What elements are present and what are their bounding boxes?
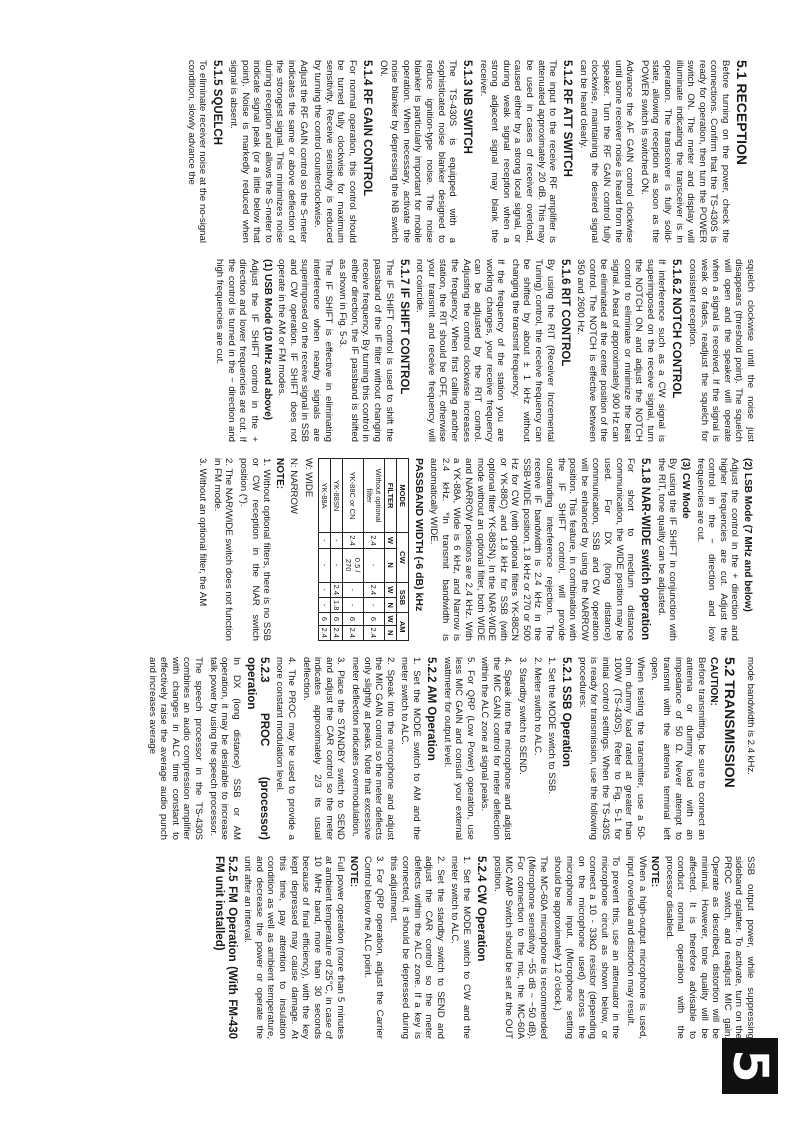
section-heading-ssb-operation: 5.2.1 SSB Operation (560, 657, 573, 767)
caution-heading: CAUTION: (708, 657, 720, 706)
step: 4. Speak into the microphone and adjust the MIC GAIN control for meter deflection within the ALC zone at signal peaks. (479, 657, 514, 840)
table-row (363, 459, 384, 641)
table-cell: 6 (342, 613, 363, 625)
paragraph: Advance the AF GAIN control clockwise until some receiver noise is heard from the speaker. Turn the RF GAIN control fully clockwise, maintaining the desired signal can be heard clearly. (577, 60, 636, 243)
table-cell: - (318, 548, 330, 582)
paragraph: Adjust the control in the + direction and higher frequencies are cut. Adjust the control in the − direction and low frequencies are cut. (694, 458, 741, 641)
section-heading-proc-operation: 5.2.3 PROC (processor) operation (244, 657, 270, 840)
step: 1. Set the MODE switch to AM and the meter switch to ALC. (399, 657, 422, 840)
table-cell: - (318, 598, 330, 613)
step: 2. Speak into the microphone and adjust the MIC GAIN control so the meter deflects only slightly at peaks. Note that excessive meter deflection indicates overmodulation. (349, 657, 396, 840)
table-header-cell: SSB (396, 582, 408, 613)
table-caption: PASSBAND WIDTH (-6 dB) kHz (412, 458, 425, 612)
table-cell: YK-88C or CN (342, 459, 363, 533)
table-cell: - (330, 533, 342, 548)
passband-width-table (318, 458, 409, 641)
section-heading-reception: 5.1 RECEPTION (734, 60, 750, 166)
step: 2. Set the standby switch to SEND and adjust the CAR control so the meter deflects within the ALC zone. If a key is connected, it should be depressed during this adjustment. (388, 856, 446, 1039)
table-cell: YK-88A (318, 459, 330, 533)
table-cell: 6 (363, 613, 384, 625)
table-cell: 2.4 (330, 625, 342, 640)
step: 2. Meter switch to ALC. (531, 657, 543, 756)
column-4 (36, 657, 756, 840)
paragraph: The input to the receive RF amplifier is attenuated approximately 20 dB. This may be used in cases of receiver overload, caused either by a strong local signal, or during weak signal reception when a strong adjacent signal may blank the receiver. (477, 60, 559, 243)
table-cell: 2.4 (363, 582, 384, 597)
table-cell: 6 (330, 613, 342, 625)
paragraph: To eliminate receiver noise at the no-signal condition, slowly advance the (185, 60, 209, 243)
table-cell: - (363, 548, 384, 582)
column-5 (36, 856, 756, 1039)
table-legend: N: NARROW (288, 458, 300, 514)
paragraph: In DX (long distance) SSB or AM operation, it may be desirable to increase talk power by using the speech processor. (207, 657, 242, 840)
step: 4. The PROC may be used to provide a more constant modulation level. (274, 657, 297, 840)
table-header-cell: AM (396, 613, 408, 641)
paragraph: For short to medium distance communication, the WIDE position may be used. For DX (long distance) communication, SSB and CW operation will be enhanced by using the NARROW position. This feature, in combination with the IF SHIFT control, will provide outstanding interference rejection. The receive IF bandwidth is 2.4 kHz in the SSB-WIDE position, 1.8 kHz or 270 or 500 Hz for CW (with optional filters YK-88CN or YK-88C) and 1.8 kHz for SSB (with optional filter YK-88SN). In the NAR-WIDE mode without an optional filter, both WIDE and NARROW positions are 2.4 kHz. With a YK-88A, Wide is 6 kHz, and Narrow is 2.4 kHz. *In transmit bandwidth is automatically WIDE. (428, 458, 637, 641)
section-heading-squelch: 5.1.5 SQUELCH (211, 60, 224, 145)
paragraph: To prevent this, use an attenuator in the microphone circuit as shown below, or connect a 10 - 33kΩ resistor (depending on the microphone used) across the microphone input. (Microphone setting should be approximately 12 o'clock.) (552, 856, 622, 1039)
table-cell: 1.8 (330, 598, 342, 613)
paragraph: The IF SHIFT is effective in eliminating interference when nearby signals are superimposed on the receive signal in SSB and CW operation. IF SHIFT does not operate in the AM or FM modes. (276, 259, 334, 442)
paragraph: Adjust the IF SHIFT control in the + direction and lower frequencies are cut. If the control is turned in the − direction and high frequencies are cut. (214, 259, 261, 442)
table-cell: - (363, 598, 384, 613)
table-header-cell: W (384, 533, 396, 548)
table-cell: 2.4 (330, 582, 342, 597)
table-header-cell: FILTER (384, 459, 396, 533)
note-item: 1. Without optional filters, there is no SSB or CW reception in the NAR switch position (*). (238, 458, 273, 641)
note-item: 3. Without an optional filter, the AM (197, 458, 209, 607)
table-legend: W: WIDE (302, 458, 314, 498)
table-cell: 6 (318, 613, 330, 625)
chapter-mark: 5 (722, 1038, 778, 1094)
note-item: 2. The NAR/WIDE switch does not function in FM mode. (211, 458, 235, 641)
paragraph: The IF SHIFT control is used to shift the passband of the IF filter without changing receive frequency. By turning this control in either direction, the IF passband is shifted as shown in Fig. 5-3. (337, 259, 395, 442)
table-header-cell: N (384, 598, 396, 613)
section-heading-am-operation: 5.2.2 AM Operation (424, 657, 437, 761)
table-cell: 2.4 (318, 625, 330, 640)
note-heading: NOTE: (649, 856, 661, 888)
table-row (384, 459, 396, 641)
table-cell: - (342, 598, 363, 613)
paragraph: Full power operation (more than 5 minutes at ambient temperature of 25°C, in case of 10 MHz band, more than 30 seconds because of final efficiency), with the key kept depressed may cause damage. At this time, pay attention to insulation condition as well as ambient temperature, and decrease the power or operate the unit after an interval. (242, 856, 346, 1039)
table-cell: 2.4 (363, 625, 384, 640)
paragraph: Adjust the RF GAIN control so the S-meter indicates the same or above deflection of the strongest signal. This minimizes noise during reception and allows the S-meter to indicate signal peak (or a little below that point). Noise is markedly reduced when signal is absent. (228, 60, 309, 243)
column-1 (36, 60, 756, 243)
paragraph: If interference such as a CW signal is superimposed on the receive signal, turn the NOTCH ON and adjust the NOTCH control to eliminate or minimize the beat signal. A beat of approximately 900 Hz can be eliminated at the center position of the control. The NOTCH is effective between 350 and 2600 Hz. (575, 259, 668, 442)
step: 3. Standby switch to SEND. (517, 657, 529, 775)
step: 3. For QRP operation, adjust the Carrier Control below the ALC point. (362, 856, 385, 1039)
table-cell: - (318, 582, 330, 597)
manual-text-columns (36, 60, 756, 1040)
table-row (396, 459, 408, 641)
table-cell: - (330, 548, 342, 582)
subheading-lsb-mode: (2) LSB Mode (7 MHz and below) (742, 458, 753, 612)
step: 5. For QRP (Low Power) operation, use less MIC GAIN and consult your external wattmeter for output level. (441, 657, 476, 840)
section-heading-rf-gain: 5.1.4 RF GAIN CONTROL (360, 60, 373, 197)
table-header-cell: N (384, 548, 396, 582)
step: 1. Set the MODE switch to CW and the meter switch to ALC. (449, 856, 472, 1039)
section-heading-nar-wide: 5.1.8 NAR-WIDE switch operation (639, 458, 652, 641)
table-cell: Without optional filter (363, 459, 384, 533)
section-heading-notch: 5.1.6.2 NOTCH CONTROL (670, 259, 683, 399)
paragraph: When a high-output microphone is used, input overload and distortion may result. (625, 856, 648, 1039)
section-heading-rit: 5.1.6 RIT CONTROL (558, 259, 571, 367)
table-row (342, 459, 363, 641)
column-2 (36, 259, 756, 442)
table-cell: 2.4 (363, 533, 384, 548)
table-header-cell: N (384, 625, 396, 640)
subheading-usb-mode: (1) USB Mode (10 MHz and above) (261, 259, 273, 421)
paragraph: The MC-60A microphone is recommended (Microphone sensitivity −55 dB ~ −50 dB). For connection to the mic, the MC-60A MIC AMP Switch should be set at the OUT position. (491, 856, 549, 1039)
paragraph: By using the IF SHIFT in conjunction with the RIT, tone quality can be adjusted. (655, 458, 679, 641)
table-cell: - (318, 533, 330, 548)
table-cell: YK-88SN (330, 459, 342, 533)
section-heading-cw-operation: 5.2.4 CW Operation (474, 856, 487, 962)
note-heading: NOTE: (273, 458, 285, 490)
section-heading-rf-att: 5.1.2 RF ATT SWITCH (561, 60, 574, 177)
table-cell: 2.4 (342, 625, 363, 640)
table-header-cell: W (384, 613, 396, 625)
subheading-cw-mode: (3) CW Mode (680, 458, 692, 519)
paragraph: By using the RIT (Receiver Incremental Tuning) control, the receive frequency can be shifted by about ± 1 kHz without changing the transmit frequency. (509, 259, 556, 442)
paragraph: If the frequency of the station you are working changes, your receive frequency can be adjusted by the RIT control. Adjusting the control clockwise increases the frequency. When first calling another station, the RIT should be OFF, otherwise your transmit and receive frequency will not coincide. (414, 259, 507, 442)
step: 1. Set the MODE switch to SSB. (546, 657, 558, 795)
paragraph: When testing the transmitter, use a 50-ohm dummy load rated at greater than 100W (TS-430S). Refer to Fig. 5-1 for initial control settings. When the TS-430S is ready for transmission, use the following procedures: (576, 657, 646, 840)
section-heading-transmission: 5.2 TRANSMISSION (722, 657, 739, 788)
note-heading: NOTE: (347, 856, 359, 888)
paragraph: The speech processor in the TS-430S combines an audio compression amplifier with changes in ALC time constant to effectively raise the average audio punch and increases average (146, 657, 205, 840)
paragraph: mode bandwidth is 2.4 kHz. (745, 657, 756, 775)
column-3 (36, 458, 756, 641)
table-cell: 2.4 (342, 533, 363, 548)
table-header-cell: W (384, 582, 396, 597)
section-heading-if-shift: 5.1.7 IF SHIFT CONTROL (397, 259, 410, 395)
paragraph: squelch clockwise until the noise just disappears (threshold point). The squelch will open and the speaker will operate when a signal is received. If the signal is weak or fades, readjust the squelch for consistent reception. (687, 259, 756, 442)
paragraph: SSB output power, while suppressing sideband splatter. To activate, turn on the PROC switch, and readjust MIC gain. Operate as described, distortion will be minimal. However, tone quality will be affected. It is therefore advisable to conduct normal operation with the processor disabled. (663, 856, 756, 1039)
paragraph: The TS-430S is equipped with a sophisticated noise blanker designed to reduce ignition-type noise. The noise blanker is particularly important for mobile operation. When necessary, activate the noise blanker by depressing the NB switch ON. (377, 60, 459, 243)
paragraph: Before transmitting, be sure to connect an antenna or dummy load with an impedance of 50 Ω. Never attempt to transmit with the antenna terminal left open. (649, 657, 707, 840)
paragraph: For normal operation, this control should be turned fully clockwise for maximum sensitivity. Receive sensitivity is reduced by turning the control counterclockwise. (312, 60, 358, 243)
table-row (318, 459, 330, 641)
section-heading-nb: 5.1.3 NB SWITCH (461, 60, 474, 154)
section-heading-fm-operation: 5.2.5 FM Operation (With FM-430 FM unit installed) (212, 856, 238, 1039)
paragraph: Before turning on the power, check the connections. Confirm that the TS-430S is ready for operation, then turn the POWER switch ON. The meter and display will illuminate indicating the transceiver is in operation. The transceiver is fully solid-state, allowing reception as soon as the POWER switch is switched ON. (638, 60, 731, 243)
table-header-cell: MODE (396, 459, 408, 533)
table-header-cell: CW (396, 533, 408, 582)
step: 3. Place the STANDBY switch to SEND and adjust the CAR control so the meter indicates approximately 2/3 its usual deflection. (300, 657, 347, 840)
table-row (330, 459, 342, 641)
table-cell: 0.5 / 270 (342, 548, 363, 582)
table-cell: - (342, 582, 363, 597)
